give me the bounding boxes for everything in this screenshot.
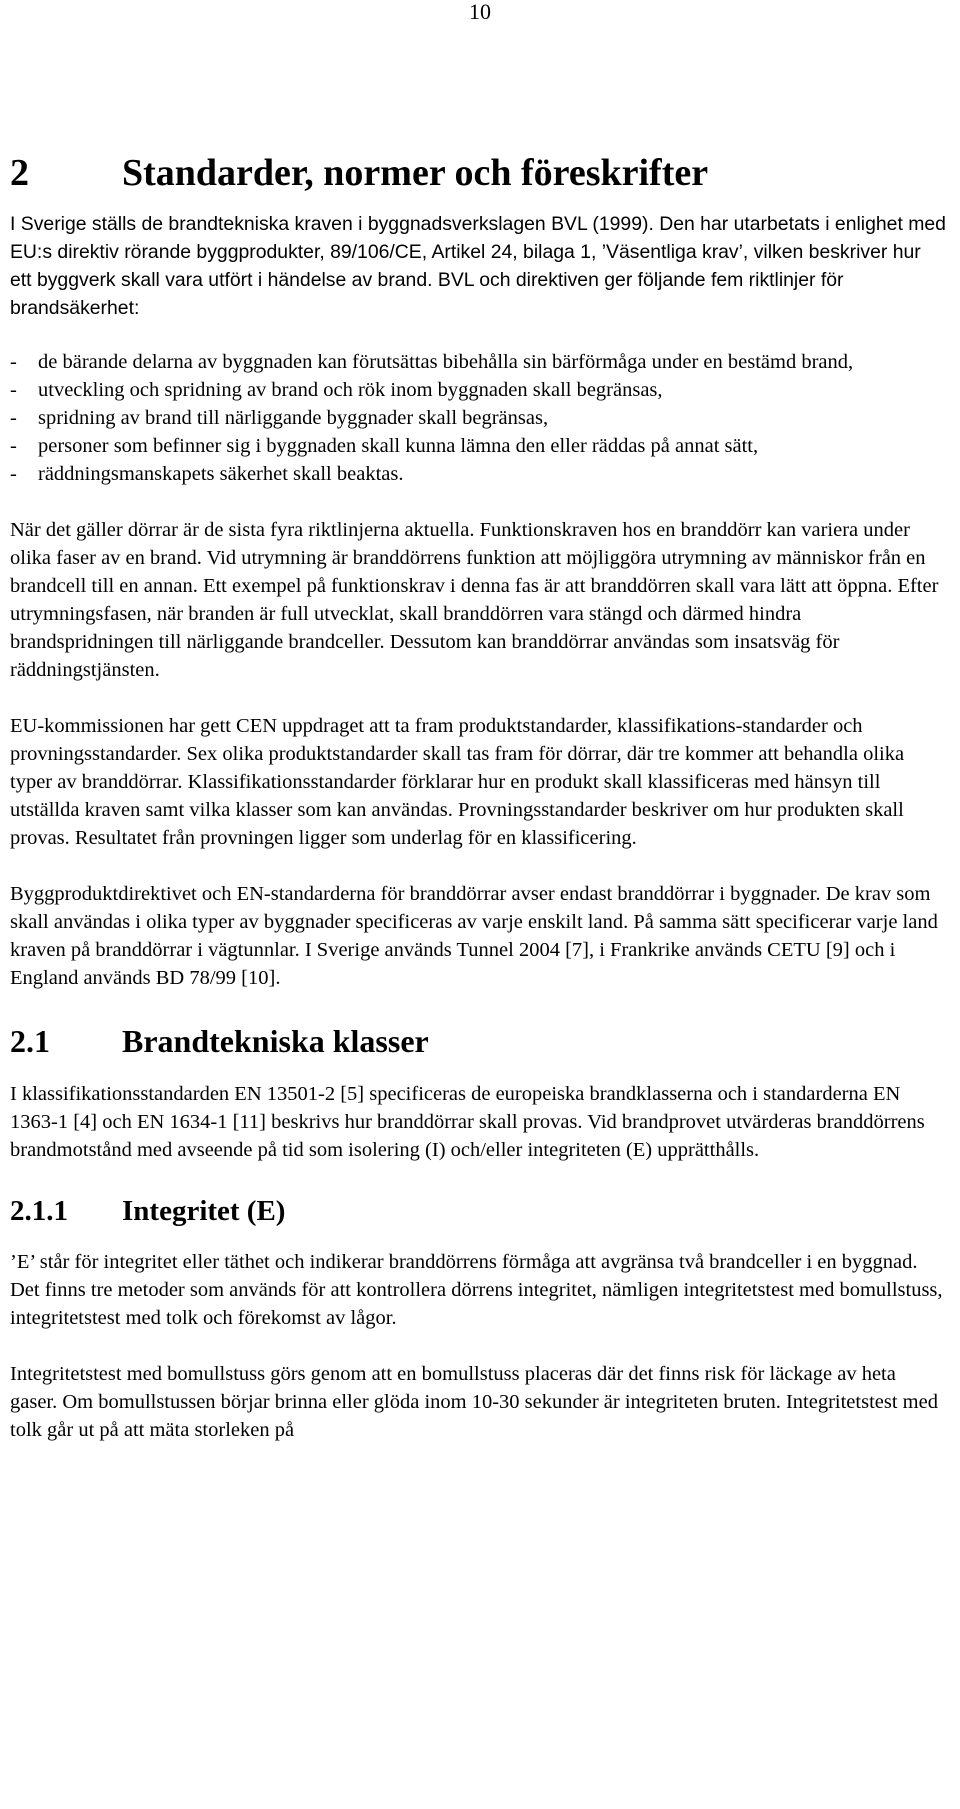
list-item (10, 432, 946, 460)
intro-paragraph: I Sverige ställs de brandtekniska kraven i byggnadsverkslagen BVL (1999). Den har utarbetats i enlighet med EU:s direktiv rörande byggprodukter, 89/106/CE, Artikel 24, bilaga 1, ’Väsentliga krav’, vilken beskriver hur ett byggverk skall vara utfört i händelse av brand. BVL och direktiven ger följande fem riktlinjer för brandsäkerhet: (10, 213, 946, 319)
subsection-number: 2.1 (10, 1023, 50, 1059)
subsubsection-title: Integritet (E) (122, 1195, 286, 1227)
list-item-text: de bärande delarna av byggnaden kan förutsättas bibehålla sin bärförmåga under en bestämd brand, (38, 351, 854, 373)
list-item-text: utveckling och spridning av brand och rök inom byggnaden skall begränsas, (38, 379, 663, 401)
list-marker: - (10, 351, 17, 373)
list-item (10, 348, 946, 376)
body-paragraph: EU-kommissionen har gett CEN uppdraget att ta fram produktstandarder, klassifikations-standarder och provningsstandarder. Sex olika produktstandarder skall tas fram för dörrar, där tre kommer att behandla olika typer av branddörrar. Klassifikationsstandarder förklarar hur en produkt skall klassificeras med hänsyn till utställda kraven samt vilka klasser som kan användas. Provningsstandarder beskriver om hur produkten skall provas. Resultatet från provningen ligger som underlag för en klassificering. (10, 715, 905, 849)
list-marker: - (10, 407, 17, 429)
body-paragraph: När det gäller dörrar är de sista fyra riktlinjerna aktuella. Funktionskraven hos en branddörr kan variera under olika faser av en brand. Vid utrymning är branddörrens funktion att möjliggöra utrymning av människor från en brandcell till en annan. Ett exempel på funktionskrav i denna fas är att branddörren skall vara lätt att öppna. Efter utrymningsfasen, när branden är full utvecklat, skall branddörren vara stängd och därmed hindra brandspridningen till närliggande brandceller. Dessutom kan branddörrar användas som insatsväg för räddningstjänsten. (10, 519, 939, 681)
body-paragraph: ’E’ står för integritet eller täthet och indikerar branddörrens förmåga att avgränsa två brandceller i en byggnad. Det finns tre metoder som används för att kontrollera dörrens integritet, nämligen integritetstest med bomullstuss, integritetstest med tolk och förekomst av lågor. (10, 1251, 943, 1329)
list-marker: - (10, 463, 17, 485)
section-title: Standarder, normer och föreskrifter (122, 152, 709, 194)
list-item (10, 460, 946, 488)
guideline-list (10, 348, 946, 488)
list-item-text: räddningsmanskapets säkerhet skall beaktas. (38, 463, 404, 485)
list-marker: - (10, 435, 17, 457)
subsubsection-number: 2.1.1 (10, 1195, 68, 1227)
list-marker: - (10, 379, 17, 401)
body-paragraph: I klassifikationsstandarden EN 13501-2 [5] specificeras de europeiska brandklasserna och i standarderna EN 1363-1 [4] och EN 1634-1 [11] beskrivs hur branddörrar skall provas. Vid brandprovet utvärderas branddörrens brandmotstånd med avseende på tid som isolering (I) och/eller integriteten (E) upprätthålls. (10, 1083, 925, 1161)
list-item-text: spridning av brand till närliggande byggnader skall begränsas, (38, 407, 549, 429)
section-number: 2 (10, 152, 29, 194)
body-paragraph: Integritetstest med bomullstuss görs genom att en bomullstuss placeras där det finns risk för läckage av heta gaser. Om bomullstussen börjar brinna eller glöda inom 10-30 sekunder är integriteten bruten. Integritetstest med tolk går ut på att mäta storleken på (10, 1363, 938, 1441)
list-item-text: personer som befinner sig i byggnaden skall kunna lämna den eller räddas på annat sätt, (38, 435, 759, 457)
list-item (10, 376, 946, 404)
section-heading (10, 150, 946, 196)
page-number: 10 (469, 0, 491, 24)
subsection-title: Brandtekniska klasser (122, 1023, 429, 1059)
subsubsection-heading (10, 1192, 946, 1230)
page-content (10, 150, 946, 1472)
body-paragraph: Byggproduktdirektivet och EN-standarderna för branddörrar avser endast branddörrar i byggnader. De krav som skall användas i olika typer av byggnader specificeras av varje enskilt land. På samma sätt specificerar varje land kraven på branddörrar i vägtunnlar. I Sverige används Tunnel 2004 [7], i Frankrike används CETU [9] och i England används BD 78/99 [10]. (10, 883, 938, 989)
list-item (10, 404, 946, 432)
subsection-heading (10, 1020, 946, 1062)
